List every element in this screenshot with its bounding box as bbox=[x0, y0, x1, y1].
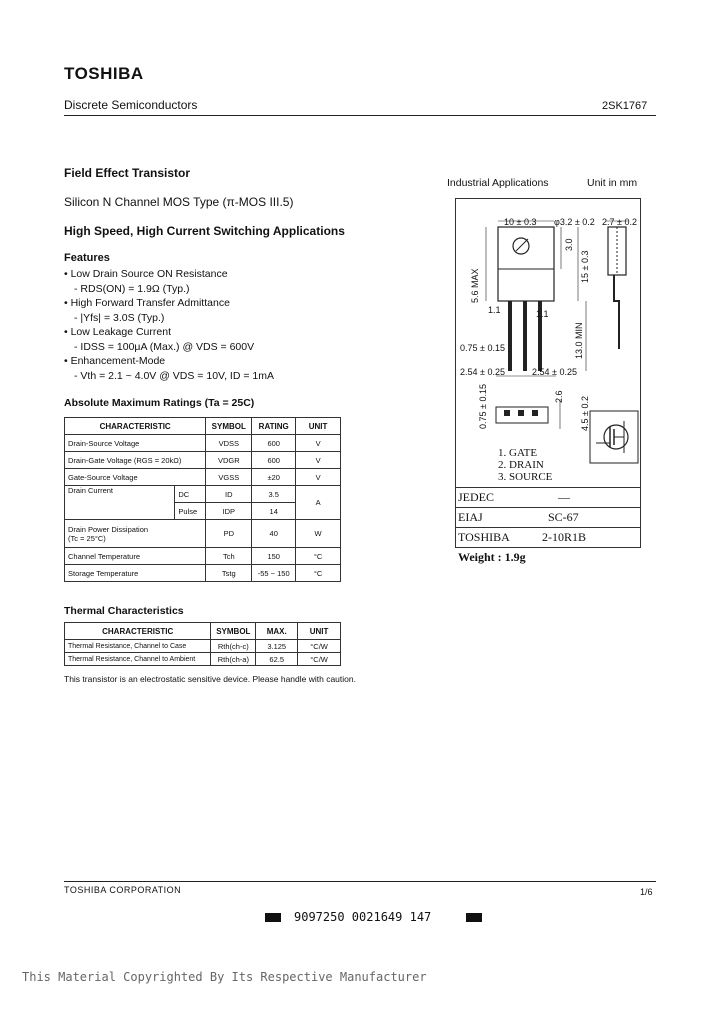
pin-label: 2. DRAIN bbox=[498, 459, 544, 471]
standard-row bbox=[455, 508, 641, 528]
col-header: CHARACTERISTIC bbox=[65, 623, 211, 640]
ratings-heading: Absolute Maximum Ratings (Ta = 25C) bbox=[64, 397, 255, 409]
table-row bbox=[65, 486, 341, 503]
standard-row bbox=[455, 528, 641, 548]
ratings-table bbox=[64, 417, 341, 582]
cell-val: ±20 bbox=[252, 469, 296, 486]
part-number: 2SK1767 bbox=[602, 100, 648, 112]
cell-unit: °C bbox=[296, 565, 341, 582]
handling-note: This transistor is an electrostatic sensitive device. Please handle with caution. bbox=[64, 674, 356, 684]
feature-item: - IDSS = 100μA (Max.) @ VDS = 600V bbox=[74, 341, 255, 353]
dim-label: 3.0 bbox=[564, 238, 574, 251]
feature-item: • Enhancement-Mode bbox=[64, 355, 166, 367]
dim-label: 1.1 bbox=[488, 305, 501, 315]
col-header: SYMBOL bbox=[211, 623, 256, 640]
title-line-2: Silicon N Channel MOS Type (π-MOS III.5) bbox=[64, 195, 294, 209]
cell-unit: °C/W bbox=[298, 640, 341, 653]
cell-char: Thermal Resistance, Channel to Case bbox=[65, 640, 211, 653]
cell-sym: Rth(ch-a) bbox=[211, 653, 256, 666]
barcode-block-right bbox=[466, 913, 482, 922]
cell-char-line: (Tc = 25°C) bbox=[68, 533, 106, 543]
cell-char: Drain-Source Voltage bbox=[65, 435, 206, 452]
title-line-3: High Speed, High Current Switching Applications bbox=[64, 224, 345, 238]
dim-label: 13.0 MIN bbox=[574, 322, 584, 359]
cell-sub: DC bbox=[175, 486, 206, 503]
feature-item: • Low Leakage Current bbox=[64, 326, 171, 338]
dim-label: 15 ± 0.3 bbox=[580, 250, 590, 283]
cell-sym: Tstg bbox=[206, 565, 252, 582]
standard-name: TOSHIBA bbox=[458, 530, 510, 544]
cell-val: 62.5 bbox=[256, 653, 298, 666]
standard-value: 2-10R1B bbox=[542, 530, 587, 544]
cell-unit: °C/W bbox=[298, 653, 341, 666]
package-heading: Industrial Applications bbox=[447, 177, 549, 189]
col-header: UNIT bbox=[296, 418, 341, 435]
dim-label: 0.75 ± 0.15 bbox=[478, 384, 488, 429]
cell-sym: IDP bbox=[206, 503, 252, 520]
features-heading: Features bbox=[64, 252, 110, 264]
title-line-1: Field Effect Transistor bbox=[64, 166, 191, 180]
dim-label: 1.1 bbox=[536, 309, 549, 319]
cell-unit: °C bbox=[296, 548, 341, 565]
feature-item: - |Yfs| = 3.0S (Typ.) bbox=[74, 312, 165, 324]
table-row bbox=[65, 653, 341, 666]
cell-char: Drain Current bbox=[65, 486, 175, 520]
package-unit: Unit in mm bbox=[587, 177, 638, 189]
table-row bbox=[65, 452, 341, 469]
table-row bbox=[65, 548, 341, 565]
table-header-row bbox=[65, 418, 341, 435]
footer-corp: TOSHIBA CORPORATION bbox=[64, 885, 182, 895]
header-rule bbox=[64, 115, 656, 116]
cell-char: Gate-Source Voltage bbox=[65, 469, 206, 486]
dim-label: 10 ± 0.3 bbox=[504, 217, 537, 227]
standard-name: JEDEC bbox=[458, 490, 494, 504]
col-header: UNIT bbox=[298, 623, 341, 640]
dim-label: 0.75 ± 0.15 bbox=[460, 343, 505, 353]
feature-item: - Vth = 2.1 ~ 4.0V @ VDS = 10V, ID = 1mA bbox=[74, 370, 274, 382]
col-header: CHARACTERISTIC bbox=[65, 418, 206, 435]
cell-sym: Rth(ch-c) bbox=[211, 640, 256, 653]
table-row bbox=[65, 435, 341, 452]
package-weight: Weight : 1.9g bbox=[458, 550, 526, 564]
barcode-block-left bbox=[265, 913, 281, 922]
dim-label: 2.7 ± 0.2 bbox=[602, 217, 637, 227]
cell-unit: V bbox=[296, 452, 341, 469]
pin-label: 3. SOURCE bbox=[498, 471, 553, 483]
cell-sym: Tch bbox=[206, 548, 252, 565]
cell-sym: ID bbox=[206, 486, 252, 503]
thermal-heading: Thermal Characteristics bbox=[64, 605, 184, 617]
cell-val: 600 bbox=[252, 452, 296, 469]
cell-val: -55 ~ 150 bbox=[252, 565, 296, 582]
cell-val: 14 bbox=[252, 503, 296, 520]
table-header-row bbox=[65, 623, 341, 640]
cell-val: 3.125 bbox=[256, 640, 298, 653]
standard-value: — bbox=[558, 490, 570, 504]
cell-char: Thermal Resistance, Channel to Ambient bbox=[65, 653, 211, 666]
cell-char: Drain-Gate Voltage (RGS = 20kΩ) bbox=[65, 452, 206, 469]
cell-char: Storage Temperature bbox=[65, 565, 206, 582]
cell-val: 3.5 bbox=[252, 486, 296, 503]
table-row bbox=[65, 640, 341, 653]
dim-label: φ3.2 ± 0.2 bbox=[554, 217, 595, 227]
cell-sub: Pulse bbox=[175, 503, 206, 520]
cell-val: 40 bbox=[252, 520, 296, 548]
copyright-notice: This Material Copyrighted By Its Respective Manufacturer bbox=[22, 970, 427, 984]
standard-value: SC-67 bbox=[548, 510, 579, 524]
pin-label: 1. GATE bbox=[498, 447, 538, 459]
dim-label: 4.5 ± 0.2 bbox=[580, 396, 590, 431]
feature-item: • High Forward Transfer Admittance bbox=[64, 297, 230, 309]
feature-item: - RDS(ON) = 1.9Ω (Typ.) bbox=[74, 283, 190, 295]
standard-row bbox=[455, 488, 641, 508]
dim-label: 2.6 bbox=[554, 390, 564, 403]
brand-logo-text: TOSHIBA bbox=[64, 64, 144, 83]
thermal-table bbox=[64, 622, 341, 666]
section-subtitle: Discrete Semiconductors bbox=[64, 98, 198, 112]
col-header: MAX. bbox=[256, 623, 298, 640]
cell-unit: A bbox=[296, 486, 341, 520]
cell-char-line: Drain Power Dissipation bbox=[68, 524, 149, 534]
feature-item: • Low Drain Source ON Resistance bbox=[64, 268, 228, 280]
table-row bbox=[65, 469, 341, 486]
table-row bbox=[65, 520, 341, 548]
col-header: RATING bbox=[252, 418, 296, 435]
barcode-text: 9097250 0021649 147 bbox=[294, 910, 432, 924]
col-header: SYMBOL bbox=[206, 418, 252, 435]
page-number: 1/6 bbox=[640, 887, 653, 897]
package-drawing-frame bbox=[455, 198, 641, 488]
cell-sym: PD bbox=[206, 520, 252, 548]
table-row bbox=[65, 565, 341, 582]
cell-sym: VGSS bbox=[206, 469, 252, 486]
cell-val: 150 bbox=[252, 548, 296, 565]
footer-rule bbox=[64, 881, 656, 882]
cell-char: Channel Temperature bbox=[65, 548, 206, 565]
cell-unit: W bbox=[296, 520, 341, 548]
cell-val: 600 bbox=[252, 435, 296, 452]
standard-name: EIAJ bbox=[458, 510, 483, 524]
cell-sym: VDSS bbox=[206, 435, 252, 452]
dim-label: 5.6 MAX bbox=[470, 268, 480, 303]
cell-unit: V bbox=[296, 435, 341, 452]
dim-label: 2.54 ± 0.25 bbox=[532, 367, 577, 377]
cell-char bbox=[65, 520, 206, 548]
cell-unit: V bbox=[296, 469, 341, 486]
cell-sym: VDGR bbox=[206, 452, 252, 469]
dim-label: 2.54 ± 0.25 bbox=[460, 367, 505, 377]
